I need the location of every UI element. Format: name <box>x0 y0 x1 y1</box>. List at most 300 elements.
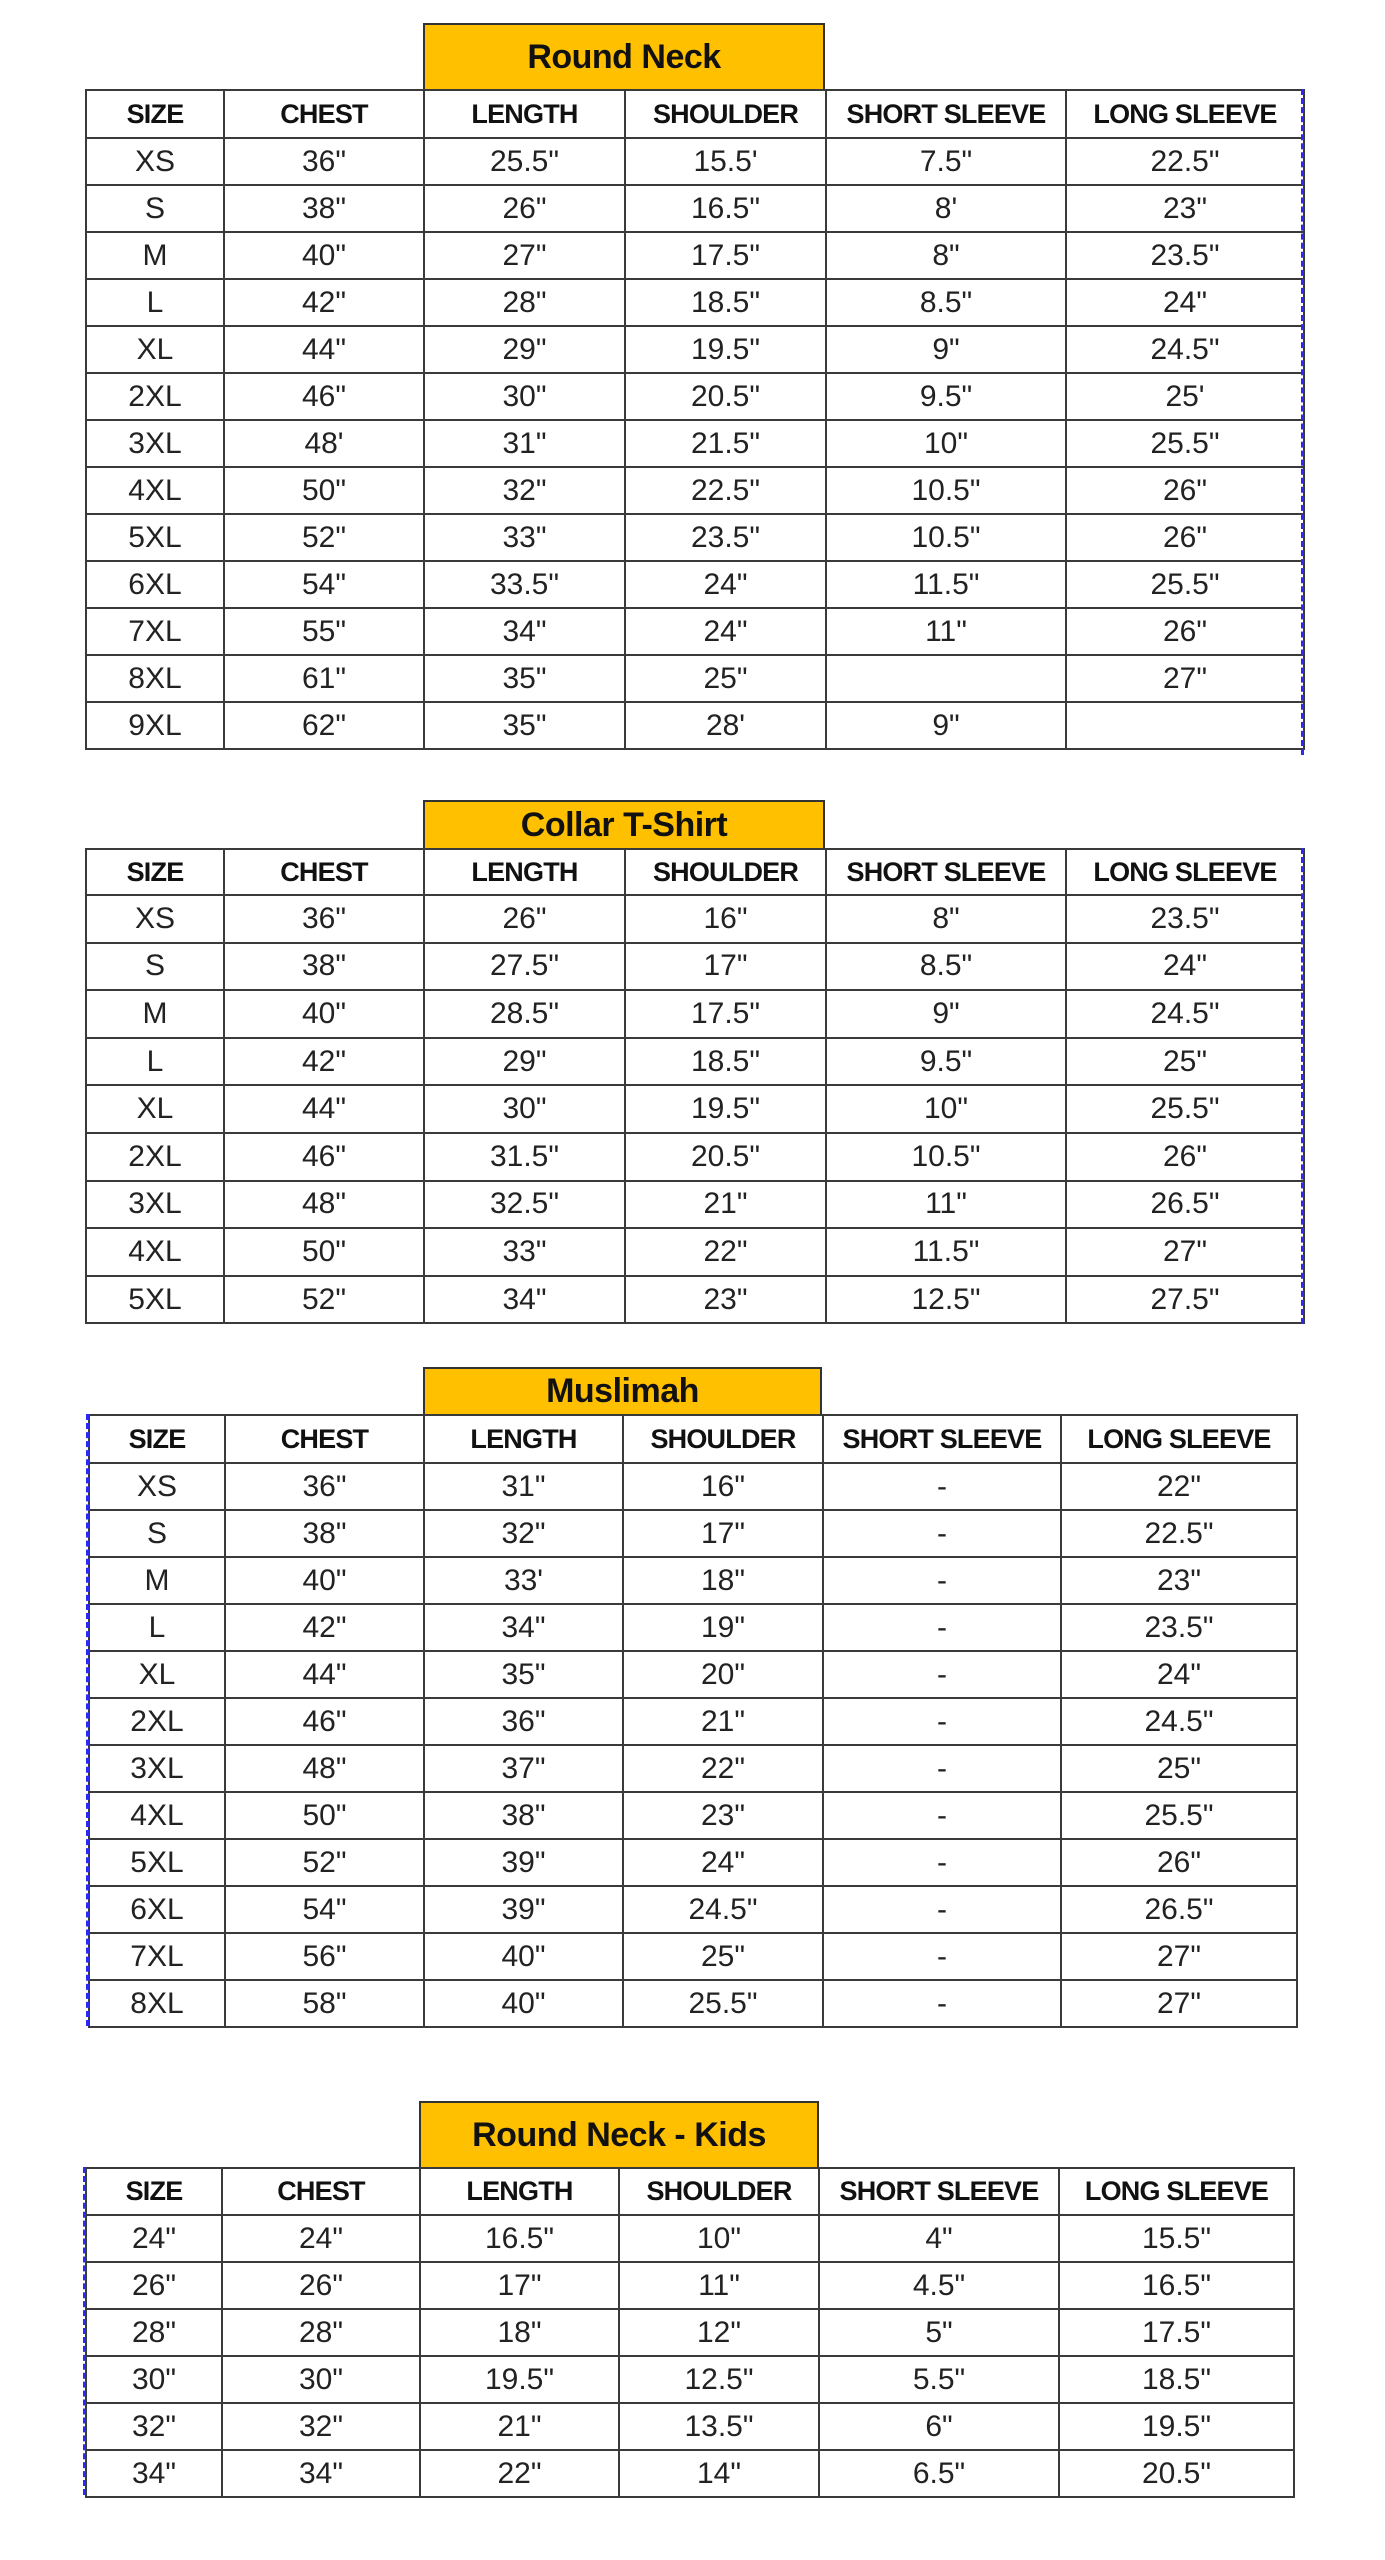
cell-short-sleeve: 5" <box>819 2309 1059 2356</box>
cell-size: 6XL <box>89 1886 225 1933</box>
cell-chest: 42" <box>224 1038 424 1086</box>
cell-long-sleeve: 26" <box>1061 1839 1297 1886</box>
cell-size: XS <box>86 895 224 943</box>
cell-chest: 48" <box>224 1181 424 1229</box>
cell-size: M <box>86 232 224 279</box>
cell-long-sleeve: 27" <box>1061 1980 1297 2027</box>
cell-size: XS <box>89 1463 225 1510</box>
cell-length: 22" <box>420 2450 619 2497</box>
cell-length: 38" <box>424 1792 623 1839</box>
cell-shoulder: 12" <box>619 2309 819 2356</box>
cell-long-sleeve: 26" <box>1066 467 1304 514</box>
cell-chest: 36" <box>224 895 424 943</box>
cell-length: 34" <box>424 1604 623 1651</box>
column-header-chest: CHEST <box>224 90 424 138</box>
cell-long-sleeve: 23" <box>1061 1557 1297 1604</box>
cell-long-sleeve: 23.5" <box>1061 1604 1297 1651</box>
header-row <box>86 2168 1294 2215</box>
column-header-long-sleeve: LONG SLEEVE <box>1059 2168 1294 2215</box>
cell-long-sleeve: 25.5" <box>1066 561 1304 608</box>
cell-chest: 26" <box>222 2262 420 2309</box>
column-header-chest: CHEST <box>224 849 424 895</box>
cell-shoulder: 16.5" <box>625 185 826 232</box>
table-row <box>89 1933 1297 1980</box>
cell-size: 5XL <box>86 514 224 561</box>
header-row <box>89 1415 1297 1463</box>
cell-length: 33.5" <box>424 561 625 608</box>
column-header-size: SIZE <box>86 2168 222 2215</box>
cell-length: 36" <box>424 1698 623 1745</box>
cell-chest: 50" <box>225 1792 424 1839</box>
cell-chest: 56" <box>225 1933 424 1980</box>
cell-short-sleeve: - <box>823 1698 1061 1745</box>
cell-short-sleeve: 8' <box>826 185 1066 232</box>
cell-length: 33' <box>424 1557 623 1604</box>
cell-size: 5XL <box>89 1839 225 1886</box>
table-row <box>86 138 1304 185</box>
cell-shoulder: 15.5' <box>625 138 826 185</box>
cell-size: 4XL <box>86 467 224 514</box>
cell-shoulder: 23.5" <box>625 514 826 561</box>
cell-long-sleeve: 17.5" <box>1059 2309 1294 2356</box>
cell-shoulder: 25.5" <box>623 1980 823 2027</box>
cell-size: 28" <box>86 2309 222 2356</box>
cell-short-sleeve <box>826 655 1066 702</box>
column-header-chest: CHEST <box>222 2168 420 2215</box>
cell-length: 39" <box>424 1839 623 1886</box>
cell-short-sleeve: 9" <box>826 702 1066 749</box>
cell-short-sleeve: 12.5" <box>826 1276 1066 1324</box>
column-header-size: SIZE <box>86 90 224 138</box>
cell-long-sleeve: 16.5" <box>1059 2262 1294 2309</box>
cell-long-sleeve: 24.5" <box>1066 990 1304 1038</box>
column-header-short-sleeve: SHORT SLEEVE <box>819 2168 1059 2215</box>
table-row <box>89 1886 1297 1933</box>
cell-short-sleeve: 6" <box>819 2403 1059 2450</box>
cell-chest: 61" <box>224 655 424 702</box>
cell-short-sleeve: 7.5" <box>826 138 1066 185</box>
column-header-long-sleeve: LONG SLEEVE <box>1061 1415 1297 1463</box>
cell-long-sleeve: 24" <box>1066 279 1304 326</box>
cell-long-sleeve: 22.5" <box>1061 1510 1297 1557</box>
table-row <box>86 373 1304 420</box>
cell-size: 32" <box>86 2403 222 2450</box>
cell-size: 3XL <box>86 1181 224 1229</box>
cell-chest: 55" <box>224 608 424 655</box>
cell-short-sleeve: 9" <box>826 990 1066 1038</box>
cell-length: 31" <box>424 1463 623 1510</box>
table-row <box>89 1604 1297 1651</box>
cell-size: 2XL <box>89 1698 225 1745</box>
cell-short-sleeve: 10" <box>826 420 1066 467</box>
cell-shoulder: 11" <box>619 2262 819 2309</box>
cell-shoulder: 23" <box>625 1276 826 1324</box>
table-title: Round Neck <box>423 23 825 90</box>
table-row <box>86 1181 1304 1229</box>
cell-long-sleeve: 27.5" <box>1066 1276 1304 1324</box>
cell-short-sleeve: 9" <box>826 326 1066 373</box>
cell-shoulder: 22.5" <box>625 467 826 514</box>
cell-shoulder: 18.5" <box>625 279 826 326</box>
cell-short-sleeve: - <box>823 1792 1061 1839</box>
cell-long-sleeve: 26" <box>1066 514 1304 561</box>
cell-shoulder: 19.5" <box>625 1085 826 1133</box>
cell-long-sleeve: 20.5" <box>1059 2450 1294 2497</box>
cell-length: 37" <box>424 1745 623 1792</box>
cell-long-sleeve: 15.5" <box>1059 2215 1294 2262</box>
cell-shoulder: 21.5" <box>625 420 826 467</box>
size-table <box>85 848 1305 1324</box>
cell-short-sleeve: - <box>823 1651 1061 1698</box>
table-row <box>89 1839 1297 1886</box>
cell-long-sleeve: 27" <box>1061 1933 1297 1980</box>
cell-chest: 36" <box>225 1463 424 1510</box>
cell-short-sleeve: 11.5" <box>826 561 1066 608</box>
cell-shoulder: 20.5" <box>625 1133 826 1181</box>
cell-length: 30" <box>424 373 625 420</box>
cell-size: 30" <box>86 2356 222 2403</box>
column-header-long-sleeve: LONG SLEEVE <box>1066 849 1304 895</box>
column-header-shoulder: SHOULDER <box>619 2168 819 2215</box>
cell-length: 34" <box>424 1276 625 1324</box>
column-header-length: LENGTH <box>420 2168 619 2215</box>
page-break-marker <box>1301 89 1304 755</box>
cell-short-sleeve: 11" <box>826 608 1066 655</box>
table-row <box>86 1228 1304 1276</box>
column-header-short-sleeve: SHORT SLEEVE <box>826 849 1066 895</box>
cell-shoulder: 24" <box>623 1839 823 1886</box>
cell-chest: 38" <box>225 1510 424 1557</box>
cell-chest: 44" <box>225 1651 424 1698</box>
table-row <box>86 895 1304 943</box>
size-table <box>85 89 1305 750</box>
cell-shoulder: 12.5" <box>619 2356 819 2403</box>
cell-short-sleeve: - <box>823 1745 1061 1792</box>
table-row <box>86 561 1304 608</box>
cell-shoulder: 28' <box>625 702 826 749</box>
cell-shoulder: 16" <box>625 895 826 943</box>
cell-length: 33" <box>424 1228 625 1276</box>
table-row <box>89 1745 1297 1792</box>
cell-short-sleeve: - <box>823 1886 1061 1933</box>
cell-length: 27.5" <box>424 943 625 991</box>
cell-shoulder: 24" <box>625 608 826 655</box>
cell-size: L <box>86 279 224 326</box>
cell-size: 8XL <box>89 1980 225 2027</box>
column-header-chest: CHEST <box>225 1415 424 1463</box>
cell-size: 24" <box>86 2215 222 2262</box>
cell-long-sleeve: 24.5" <box>1066 326 1304 373</box>
cell-short-sleeve: 5.5" <box>819 2356 1059 2403</box>
cell-size: M <box>89 1557 225 1604</box>
cell-shoulder: 21" <box>625 1181 826 1229</box>
table-row <box>86 1085 1304 1133</box>
cell-long-sleeve: 22" <box>1061 1463 1297 1510</box>
cell-length: 18" <box>420 2309 619 2356</box>
cell-size: 8XL <box>86 655 224 702</box>
table-row <box>86 2215 1294 2262</box>
table-row <box>86 2262 1294 2309</box>
cell-chest: 54" <box>225 1886 424 1933</box>
cell-shoulder: 22" <box>623 1745 823 1792</box>
cell-size: 2XL <box>86 1133 224 1181</box>
cell-length: 31.5" <box>424 1133 625 1181</box>
cell-length: 34" <box>424 608 625 655</box>
cell-shoulder: 21" <box>623 1698 823 1745</box>
cell-shoulder: 10" <box>619 2215 819 2262</box>
table-title: Collar T-Shirt <box>423 800 825 848</box>
column-header-shoulder: SHOULDER <box>623 1415 823 1463</box>
column-header-length: LENGTH <box>424 849 625 895</box>
cell-short-sleeve: - <box>823 1933 1061 1980</box>
cell-chest: 52" <box>224 514 424 561</box>
cell-chest: 30" <box>222 2356 420 2403</box>
header-row <box>86 849 1304 895</box>
cell-chest: 54" <box>224 561 424 608</box>
cell-size: 3XL <box>89 1745 225 1792</box>
cell-shoulder: 25" <box>623 1933 823 1980</box>
cell-size: S <box>86 185 224 232</box>
table-row <box>86 326 1304 373</box>
cell-chest: 62" <box>224 702 424 749</box>
cell-long-sleeve: 26.5" <box>1061 1886 1297 1933</box>
cell-short-sleeve: 11" <box>826 1181 1066 1229</box>
column-header-length: LENGTH <box>424 1415 623 1463</box>
cell-long-sleeve: 19.5" <box>1059 2403 1294 2450</box>
cell-chest: 52" <box>224 1276 424 1324</box>
cell-short-sleeve: 11.5" <box>826 1228 1066 1276</box>
cell-long-sleeve: 18.5" <box>1059 2356 1294 2403</box>
column-header-size: SIZE <box>89 1415 225 1463</box>
cell-long-sleeve: 25.5" <box>1066 420 1304 467</box>
cell-long-sleeve: 24.5" <box>1061 1698 1297 1745</box>
cell-length: 40" <box>424 1980 623 2027</box>
column-header-shoulder: SHOULDER <box>625 849 826 895</box>
table-row <box>89 1557 1297 1604</box>
cell-length: 30" <box>424 1085 625 1133</box>
cell-chest: 38" <box>224 943 424 991</box>
cell-short-sleeve: 10" <box>826 1085 1066 1133</box>
cell-length: 28.5" <box>424 990 625 1038</box>
table-row <box>86 467 1304 514</box>
table-row <box>86 1038 1304 1086</box>
cell-long-sleeve: 23.5" <box>1066 232 1304 279</box>
table-row <box>89 1980 1297 2027</box>
cell-short-sleeve: 10.5" <box>826 467 1066 514</box>
cell-size: L <box>89 1604 225 1651</box>
cell-short-sleeve: 4.5" <box>819 2262 1059 2309</box>
cell-shoulder: 19.5" <box>625 326 826 373</box>
table-row <box>86 702 1304 749</box>
cell-length: 29" <box>424 1038 625 1086</box>
cell-size: 5XL <box>86 1276 224 1324</box>
cell-size: 9XL <box>86 702 224 749</box>
table-row <box>86 514 1304 561</box>
cell-length: 32" <box>424 1510 623 1557</box>
cell-length: 17" <box>420 2262 619 2309</box>
cell-short-sleeve: 9.5" <box>826 1038 1066 1086</box>
column-header-short-sleeve: SHORT SLEEVE <box>823 1415 1061 1463</box>
table-row <box>86 185 1304 232</box>
table-row <box>86 2450 1294 2497</box>
cell-short-sleeve: - <box>823 1557 1061 1604</box>
table-row <box>86 2403 1294 2450</box>
cell-short-sleeve: 9.5" <box>826 373 1066 420</box>
cell-size: 2XL <box>86 373 224 420</box>
cell-shoulder: 23" <box>623 1792 823 1839</box>
page-break-marker <box>86 1414 89 2026</box>
cell-short-sleeve: 6.5" <box>819 2450 1059 2497</box>
cell-size: XS <box>86 138 224 185</box>
cell-short-sleeve: - <box>823 1980 1061 2027</box>
column-header-short-sleeve: SHORT SLEEVE <box>826 90 1066 138</box>
cell-long-sleeve: 27" <box>1066 655 1304 702</box>
cell-long-sleeve: 27" <box>1066 1228 1304 1276</box>
table-row <box>86 279 1304 326</box>
cell-long-sleeve: 25.5" <box>1066 1085 1304 1133</box>
cell-short-sleeve: 10.5" <box>826 1133 1066 1181</box>
cell-length: 35" <box>424 655 625 702</box>
cell-length: 21" <box>420 2403 619 2450</box>
cell-chest: 58" <box>225 1980 424 2027</box>
cell-long-sleeve: 25" <box>1061 1745 1297 1792</box>
table-row <box>86 943 1304 991</box>
table-row <box>86 2309 1294 2356</box>
cell-shoulder: 22" <box>625 1228 826 1276</box>
cell-length: 16.5" <box>420 2215 619 2262</box>
cell-chest: 24" <box>222 2215 420 2262</box>
cell-length: 32.5" <box>424 1181 625 1229</box>
cell-shoulder: 24.5" <box>623 1886 823 1933</box>
cell-length: 35" <box>424 1651 623 1698</box>
cell-shoulder: 13.5" <box>619 2403 819 2450</box>
cell-short-sleeve: - <box>823 1604 1061 1651</box>
table-title: Round Neck - Kids <box>419 2101 819 2167</box>
cell-chest: 36" <box>224 138 424 185</box>
cell-chest: 28" <box>222 2309 420 2356</box>
cell-length: 35" <box>424 702 625 749</box>
cell-size: S <box>89 1510 225 1557</box>
cell-size: 6XL <box>86 561 224 608</box>
cell-shoulder: 20.5" <box>625 373 826 420</box>
page-break-marker <box>1301 848 1304 1324</box>
cell-size: 7XL <box>86 608 224 655</box>
cell-chest: 46" <box>224 373 424 420</box>
cell-length: 32" <box>424 467 625 514</box>
cell-long-sleeve <box>1066 702 1304 749</box>
cell-size: 4XL <box>89 1792 225 1839</box>
cell-chest: 46" <box>225 1698 424 1745</box>
cell-size: 34" <box>86 2450 222 2497</box>
cell-length: 39" <box>424 1886 623 1933</box>
cell-long-sleeve: 24" <box>1066 943 1304 991</box>
cell-shoulder: 14" <box>619 2450 819 2497</box>
table-title: Muslimah <box>423 1367 822 1414</box>
cell-length: 33" <box>424 514 625 561</box>
cell-chest: 46" <box>224 1133 424 1181</box>
table-row <box>86 655 1304 702</box>
header-row <box>86 90 1304 138</box>
cell-short-sleeve: - <box>823 1510 1061 1557</box>
cell-length: 26" <box>424 185 625 232</box>
cell-shoulder: 17.5" <box>625 232 826 279</box>
cell-shoulder: 17" <box>625 943 826 991</box>
cell-shoulder: 18.5" <box>625 1038 826 1086</box>
cell-shoulder: 25" <box>625 655 826 702</box>
cell-short-sleeve: 4" <box>819 2215 1059 2262</box>
cell-chest: 44" <box>224 1085 424 1133</box>
cell-chest: 48' <box>224 420 424 467</box>
cell-chest: 34" <box>222 2450 420 2497</box>
table-row <box>86 1133 1304 1181</box>
cell-shoulder: 16" <box>623 1463 823 1510</box>
size-table <box>85 2167 1295 2498</box>
cell-long-sleeve: 23" <box>1066 185 1304 232</box>
cell-long-sleeve: 26.5" <box>1066 1181 1304 1229</box>
cell-long-sleeve: 26" <box>1066 608 1304 655</box>
table-row <box>89 1792 1297 1839</box>
cell-shoulder: 17.5" <box>625 990 826 1038</box>
cell-short-sleeve: 10.5" <box>826 514 1066 561</box>
cell-long-sleeve: 26" <box>1066 1133 1304 1181</box>
cell-length: 28" <box>424 279 625 326</box>
cell-length: 26" <box>424 895 625 943</box>
cell-shoulder: 19" <box>623 1604 823 1651</box>
cell-length: 40" <box>424 1933 623 1980</box>
cell-short-sleeve: 8" <box>826 895 1066 943</box>
cell-length: 19.5" <box>420 2356 619 2403</box>
cell-long-sleeve: 25' <box>1066 373 1304 420</box>
cell-chest: 42" <box>224 279 424 326</box>
cell-chest: 42" <box>225 1604 424 1651</box>
cell-long-sleeve: 24" <box>1061 1651 1297 1698</box>
cell-short-sleeve: 8.5" <box>826 279 1066 326</box>
cell-length: 27" <box>424 232 625 279</box>
cell-chest: 52" <box>225 1839 424 1886</box>
cell-size: L <box>86 1038 224 1086</box>
table-row <box>86 420 1304 467</box>
cell-short-sleeve: - <box>823 1839 1061 1886</box>
cell-long-sleeve: 25.5" <box>1061 1792 1297 1839</box>
cell-chest: 44" <box>224 326 424 373</box>
cell-size: S <box>86 943 224 991</box>
cell-short-sleeve: 8" <box>826 232 1066 279</box>
cell-short-sleeve: 8.5" <box>826 943 1066 991</box>
cell-short-sleeve: - <box>823 1463 1061 1510</box>
column-header-shoulder: SHOULDER <box>625 90 826 138</box>
table-row <box>86 2356 1294 2403</box>
column-header-length: LENGTH <box>424 90 625 138</box>
table-row <box>89 1510 1297 1557</box>
cell-shoulder: 17" <box>623 1510 823 1557</box>
cell-long-sleeve: 25" <box>1066 1038 1304 1086</box>
cell-length: 31" <box>424 420 625 467</box>
cell-size: 3XL <box>86 420 224 467</box>
cell-length: 25.5" <box>424 138 625 185</box>
cell-size: XL <box>86 326 224 373</box>
cell-chest: 50" <box>224 1228 424 1276</box>
size-table <box>88 1414 1298 2028</box>
column-header-size: SIZE <box>86 849 224 895</box>
cell-chest: 40" <box>225 1557 424 1604</box>
page-break-marker <box>83 2167 86 2495</box>
cell-shoulder: 18" <box>623 1557 823 1604</box>
cell-long-sleeve: 23.5" <box>1066 895 1304 943</box>
cell-size: 4XL <box>86 1228 224 1276</box>
cell-chest: 40" <box>224 990 424 1038</box>
column-header-long-sleeve: LONG SLEEVE <box>1066 90 1304 138</box>
table-row <box>86 1276 1304 1324</box>
